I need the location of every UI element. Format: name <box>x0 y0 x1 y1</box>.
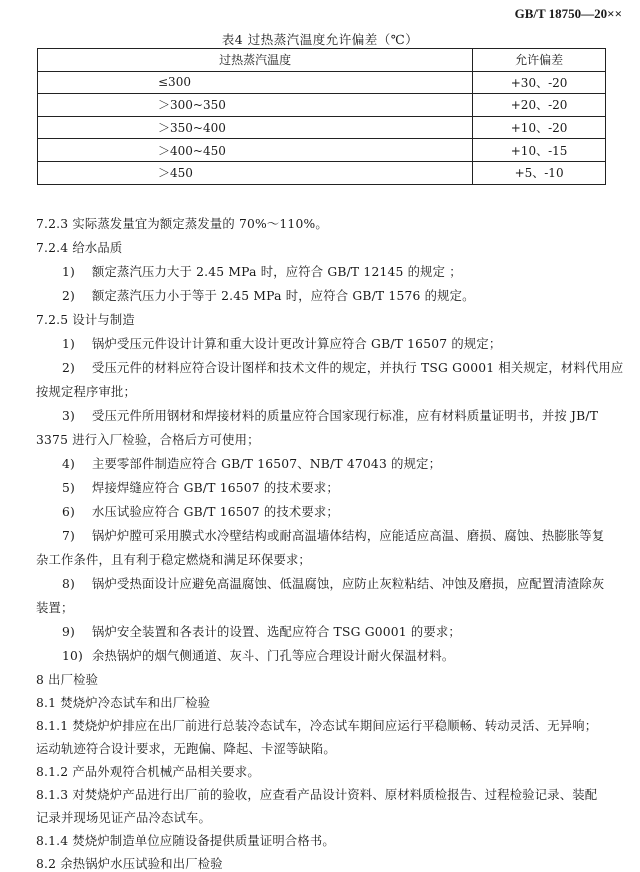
list-item <box>62 454 610 472</box>
temperature-deviation-table <box>37 48 606 185</box>
list-text: 锅炉受压元件设计计算和重大设计更改计算应符合 GB/T 16507 的规定； <box>92 337 502 351</box>
table-header-row <box>38 49 606 72</box>
list-text: 锅炉安全装置和各表计的设置、选配应符合 TSG G0001 的要求； <box>92 625 461 639</box>
list-item-continuation: 装置； <box>36 601 74 615</box>
list-number: 1) <box>62 337 76 351</box>
column-header-temperature: 过热蒸汽温度 <box>38 49 473 72</box>
list-item <box>62 646 610 664</box>
list-text: 额定蒸汽压力大于 2.45 MPa 时，应符合 GB/T 12145 的规定 ； <box>92 265 462 279</box>
list-number: 7) <box>62 529 76 543</box>
clause-8-1-2: 8.1.2 产品外观符合机械产品相关要求。 <box>36 765 260 779</box>
cell-temperature: ＞400~450 <box>38 139 473 162</box>
cell-deviation: +20、-20 <box>473 94 606 117</box>
cell-temperature: ≤300 <box>38 71 473 94</box>
list-item <box>62 502 610 520</box>
standard-number: GB/T 18750—20×× <box>514 6 622 21</box>
list-number: 2) <box>62 289 76 303</box>
clause-8-1-1-continuation: 运动轨迹符合设计要求，无跑偏、降起、卡涩等缺陷。 <box>36 742 336 756</box>
clause-8-1-4: 8.1.4 焚烧炉制造单位应随设备提供质量证明合格书。 <box>36 834 335 848</box>
cell-deviation: +5、-10 <box>473 161 606 184</box>
list-item <box>62 286 610 304</box>
heading-7-2-5: 7.2.5 设计与制造 <box>36 313 135 327</box>
list-number: 2) <box>62 361 76 375</box>
list-number: 10) <box>62 649 84 663</box>
cell-deviation: +10、-20 <box>473 116 606 139</box>
list-text: 受压元件的材料应符合设计图样和技术文件的规定，并执行 TSG G0001 相关规定，材料代用应 <box>92 361 624 375</box>
list-item <box>62 262 610 280</box>
list-item <box>62 526 610 544</box>
list-number: 6) <box>62 505 76 519</box>
list-number: 4) <box>62 457 76 471</box>
table-row <box>38 139 606 162</box>
table-row <box>38 116 606 139</box>
cell-temperature: ＞300~350 <box>38 94 473 117</box>
list-item <box>62 622 610 640</box>
cell-deviation: +30、-20 <box>473 71 606 94</box>
list-number: 5) <box>62 481 76 495</box>
heading-8: 8 出厂检验 <box>36 673 99 687</box>
list-item <box>62 574 610 592</box>
list-number: 3) <box>62 409 76 423</box>
clause-8-1-3-continuation: 记录并现场见证产品冷态试车。 <box>36 811 211 825</box>
list-text: 余热锅炉的烟气侧通道、灰斗、门孔等应合理设计耐火保温材料。 <box>92 649 455 663</box>
list-number: 1) <box>62 265 76 279</box>
list-item-continuation: 按规定程序审批； <box>36 385 136 399</box>
cell-deviation: +10、-15 <box>473 139 606 162</box>
list-text: 额定蒸汽压力小于等于 2.45 MPa 时，应符合 GB/T 1576 的规定。 <box>92 289 475 303</box>
list-number: 9) <box>62 625 76 639</box>
list-item <box>62 406 610 424</box>
list-item <box>62 334 610 352</box>
list-number: 8) <box>62 577 76 591</box>
clause-7-2-3: 7.2.3 实际蒸发量宜为额定蒸发量的 70%～110%。 <box>36 217 328 231</box>
list-text: 主要零部件制造应符合 GB/T 16507、NB/T 47043 的规定； <box>92 457 442 471</box>
table-row <box>38 94 606 117</box>
list-item-continuation: 3375 进行入厂检验，合格后方可使用； <box>36 433 260 447</box>
table-caption: 表4 过热蒸汽温度允许偏差（℃） <box>221 32 419 47</box>
column-header-deviation: 允许偏差 <box>473 49 606 72</box>
list-item-continuation: 杂工作条件，且有利于稳定燃烧和满足环保要求； <box>36 553 311 567</box>
list-text: 水压试验应符合 GB/T 16507 的技术要求； <box>92 505 339 519</box>
table-row <box>38 71 606 94</box>
cell-temperature: ＞350~400 <box>38 116 473 139</box>
cell-temperature: ＞450 <box>38 161 473 184</box>
list-text: 锅炉炉膛可采用膜式水冷壁结构或耐高温墙体结构，应能适应高温、磨损、腐蚀、热膨胀等复 <box>92 529 605 543</box>
list-item <box>62 478 610 496</box>
clause-8-1-3: 8.1.3 对焚烧炉产品进行出厂前的验收，应查看产品设计资料、原材料质检报告、过程检验记录、装配 <box>36 788 598 802</box>
list-text: 焊接焊缝应符合 GB/T 16507 的技术要求； <box>92 481 339 495</box>
list-item <box>62 358 624 376</box>
heading-7-2-4: 7.2.4 给水品质 <box>36 241 123 255</box>
heading-8-2: 8.2 余热锅炉水压试验和出厂检验 <box>36 857 223 871</box>
clause-8-1-1: 8.1.1 焚烧炉炉排应在出厂前进行总装冷态试车，冷态试车期间应运行平稳顺畅、转动灵活、无异响； <box>36 719 598 733</box>
heading-8-1: 8.1 焚烧炉冷态试车和出厂检验 <box>36 696 211 710</box>
list-text: 受压元件所用钢材和焊接材料的质量应符合国家现行标准，应有材料质量证明书，并按 JB/T <box>92 409 599 423</box>
list-text: 锅炉受热面设计应避免高温腐蚀、低温腐蚀，应防止灰粒粘结、冲蚀及磨损，应配置清渣除灰 <box>92 577 605 591</box>
table-row <box>38 161 606 184</box>
